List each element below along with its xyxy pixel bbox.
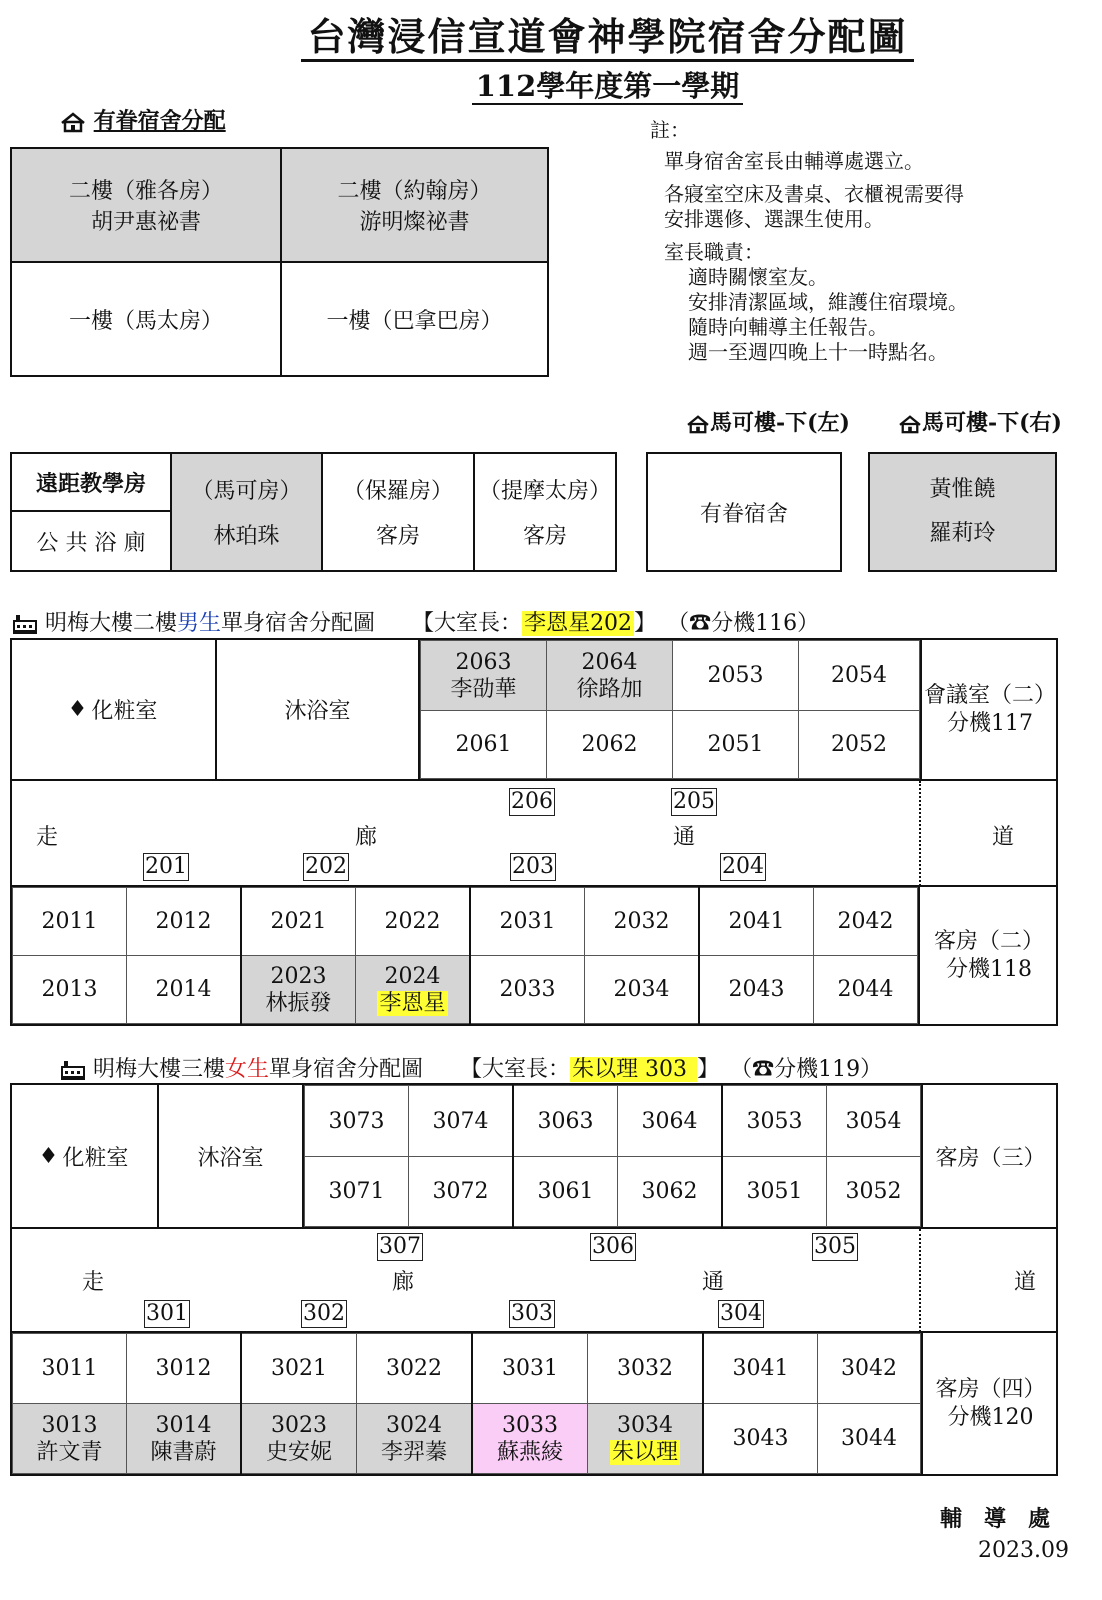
- guest-label: 客房（二）: [933, 928, 1044, 954]
- room-cell: 3061: [513, 1157, 618, 1227]
- page-title: [0, 6, 1102, 61]
- room-cell: 2013: [13, 956, 127, 1024]
- room-number: 2024: [384, 963, 441, 989]
- floor3-top-rooms: [304, 1085, 921, 1227]
- note-line: 各寢室空床及書桌、衣櫃視需要得: [664, 182, 964, 206]
- room-occupant: 徐路加: [576, 676, 643, 702]
- room-cell: 2031: [470, 888, 585, 956]
- room-cell: [241, 1404, 357, 1474]
- room-number: 3034: [617, 1412, 673, 1438]
- room-tag: 302: [303, 1301, 345, 1326]
- room-cell: 2053: [673, 641, 799, 711]
- room-cell: 3053: [722, 1086, 827, 1157]
- meeting-room: [920, 638, 1058, 781]
- room-cell: 2061: [421, 711, 547, 779]
- room-cell: 3073: [305, 1086, 409, 1157]
- floor2-heading: [12, 606, 819, 637]
- room-number: 3023: [271, 1412, 327, 1438]
- room-tag: 202: [305, 854, 347, 879]
- markham-left-text: 馬可樓-下(左): [710, 410, 850, 436]
- room-cell: 3072: [409, 1157, 514, 1227]
- room-cell: [13, 1404, 127, 1474]
- family-cell-label: 一樓（巴拿巴房）: [326, 308, 503, 334]
- floor3-bath-room: 沐浴室: [159, 1083, 304, 1229]
- footer-date: 2023.09: [978, 1538, 1069, 1563]
- room-cell: 3042: [818, 1334, 921, 1404]
- public-bath: 公 共 浴 廁: [11, 511, 171, 571]
- room-occupant: 黃惟饒: [929, 477, 996, 502]
- meeting-ext: 分機117: [947, 710, 1033, 736]
- floor2-makeup-room: [10, 638, 217, 781]
- room-occupant: 李羿蓁: [380, 1439, 447, 1465]
- floor3-heading: [60, 1052, 882, 1083]
- corridor-divider: [919, 1229, 921, 1332]
- room-tag: 304: [720, 1301, 762, 1326]
- family-cell-occupant: 游明燦祕書: [359, 210, 470, 235]
- room-occupant: 林珀珠: [213, 524, 280, 549]
- floor2-bottom-rooms: [12, 887, 918, 1024]
- markham-left-label: [686, 406, 850, 437]
- room-cell: 3011: [13, 1334, 127, 1404]
- room-cell: 2041: [699, 888, 814, 956]
- room-number: 3033: [502, 1412, 558, 1438]
- family-cell-james: [11, 148, 281, 262]
- heading-text: 明梅大樓二樓: [45, 611, 178, 636]
- room-cell: [472, 1404, 588, 1474]
- room-cell: 3041: [703, 1334, 818, 1404]
- heading-text: 單身宿舍分配圖: [269, 1057, 424, 1082]
- duty-line: 隨時向輔導主任報告。: [688, 315, 888, 339]
- guest-room-2: [918, 885, 1058, 1026]
- room-cell: 2062: [547, 711, 673, 779]
- room-cell: 2012: [127, 888, 242, 956]
- corridor-label: 道: [1014, 1270, 1037, 1295]
- room-cell: 3054: [827, 1086, 921, 1157]
- floor3-bottom-rooms: [12, 1333, 921, 1474]
- leader-suffix: 】: [697, 1057, 720, 1082]
- room-cell: 3032: [588, 1334, 704, 1404]
- room-cell: [588, 1404, 704, 1474]
- floor3-makeup-room: [10, 1083, 159, 1229]
- room-tag: 204: [722, 854, 764, 879]
- markham-right-room: [868, 452, 1057, 572]
- room-cell: 3064: [618, 1086, 723, 1157]
- corridor-label: 走: [82, 1270, 105, 1295]
- room-cell: [547, 641, 673, 711]
- floor2-bath-room: 沐浴室: [217, 638, 420, 781]
- room-number: 3013: [41, 1412, 98, 1438]
- floor3-leader: 朱以理 303: [570, 1057, 697, 1082]
- room-tag: 303: [511, 1301, 553, 1326]
- leader-suffix: 】: [634, 611, 657, 636]
- floor2-top-rooms: [420, 640, 920, 779]
- room-name: （保羅房）: [342, 479, 453, 504]
- leader-prefix: 【大室長：: [412, 611, 523, 636]
- room-cell: 3063: [513, 1086, 618, 1157]
- room-cell: 3052: [827, 1157, 921, 1227]
- mark-room: [171, 453, 322, 571]
- room-cell: [421, 641, 547, 711]
- corridor-label: 廊: [392, 1270, 415, 1295]
- duties-label: 室長職責：: [664, 240, 764, 264]
- room-cell: 2032: [585, 888, 700, 956]
- room-occupant: 蘇燕綾: [496, 1439, 563, 1465]
- room-cell: 3012: [127, 1334, 242, 1404]
- room-cell: 3074: [409, 1086, 514, 1157]
- family-cell-occupant: 胡尹惠祕書: [90, 210, 201, 235]
- corridor-label: 廊: [355, 825, 378, 850]
- restroom-icon: ♦: [38, 1143, 59, 1169]
- notes-label: 註：: [650, 118, 690, 142]
- room-cell: [241, 956, 356, 1024]
- corridor-label: 通: [673, 825, 696, 850]
- room-tag: 201: [145, 854, 187, 879]
- gender-text: 女生: [225, 1057, 270, 1082]
- room-cell: 2054: [799, 641, 920, 711]
- room-cell: 3044: [818, 1404, 921, 1474]
- markham-right-label: [898, 406, 1062, 437]
- duty-line: 週一至週四晚上十一時點名。: [688, 340, 948, 364]
- room-cell: 2044: [814, 956, 918, 1024]
- timothy-room: [474, 453, 616, 571]
- room-cell: 3022: [357, 1334, 473, 1404]
- room-cell: 3071: [305, 1157, 409, 1227]
- family-cell-john: [281, 148, 548, 262]
- guest-ext: 分機120: [947, 1404, 1034, 1430]
- family-cell-label: 一樓（馬太房）: [68, 308, 223, 334]
- room-occupant: 李恩星: [379, 990, 446, 1016]
- room-tag: 203: [512, 854, 554, 879]
- corridor-label: 道: [992, 825, 1015, 850]
- room-cell: 2021: [241, 888, 356, 956]
- subtitle-text: 112學年度第一學期: [472, 69, 744, 105]
- house-icon: [686, 414, 710, 434]
- room-cell: 2033: [470, 956, 585, 1024]
- room-tag: 305: [814, 1234, 856, 1259]
- room-cell: [356, 956, 471, 1024]
- family-cell-label: 二樓（約翰房）: [337, 179, 492, 204]
- house-icon: [60, 111, 86, 133]
- restroom-icon: ♦: [67, 697, 88, 722]
- room-cell: 3051: [722, 1157, 827, 1227]
- footer-office: 輔 導 處: [940, 1506, 1051, 1532]
- room-cell: 2043: [699, 956, 814, 1024]
- duty-line: 安排清潔區域，維護住宿環境。: [688, 290, 968, 314]
- room-cell: 2022: [356, 888, 471, 956]
- gender-text: 男生: [177, 611, 222, 636]
- family-heading-text: 有眷宿舍分配: [93, 108, 226, 134]
- room-cell: 3031: [472, 1334, 588, 1404]
- room-tag: 306: [592, 1234, 634, 1259]
- floor2-leader: 李恩星202: [524, 611, 633, 636]
- room-cell: [357, 1404, 473, 1474]
- guest-ext: 分機118: [946, 956, 1032, 982]
- corridor-divider: [919, 781, 921, 886]
- room-occupant: 李劭華: [450, 676, 517, 702]
- heading-text: 明梅大樓三樓: [93, 1057, 226, 1082]
- distance-room: 遠距教學房: [11, 453, 171, 511]
- paul-room: [322, 453, 474, 571]
- room-cell: 3043: [703, 1404, 818, 1474]
- note-line: 單身宿舍室長由輔導處選立。: [664, 149, 924, 173]
- room-occupant: 羅莉玲: [929, 521, 996, 546]
- notes: [650, 118, 968, 365]
- family-cell-label: 二樓（雅各房）: [68, 179, 223, 204]
- guest-room-4: [921, 1331, 1058, 1476]
- room-occupant: 史安妮: [265, 1439, 332, 1465]
- room-cell: 2051: [673, 711, 799, 779]
- markham-left-table: [10, 452, 617, 572]
- duty-line: 適時關懷室友。: [688, 265, 828, 289]
- room-number: 3014: [155, 1412, 212, 1438]
- family-dorm-table: [10, 147, 549, 377]
- room-occupant: 許文青: [36, 1439, 103, 1465]
- page-subtitle: [0, 64, 1102, 105]
- heading-text: 單身宿舍分配圖: [221, 611, 376, 636]
- room-cell: 2034: [585, 956, 700, 1024]
- markham-family-dorm: 有眷宿舍: [646, 452, 842, 572]
- room-tag: 301: [146, 1301, 188, 1326]
- room-occupant: 朱以理: [611, 1439, 678, 1465]
- guest-room-3: 客房（三）: [921, 1083, 1058, 1229]
- family-cell-barnabas: [281, 262, 548, 376]
- title-text: 台灣浸信宣道會神學院宿舍分配圖: [301, 14, 913, 62]
- room-tag: 206: [511, 789, 553, 814]
- corridor-label: 通: [702, 1270, 725, 1295]
- room-tag: 205: [673, 789, 715, 814]
- floor3-ext: （☎分機119）: [730, 1057, 883, 1082]
- room-occupant: 陳書蔚: [150, 1439, 217, 1465]
- room-occupant: 客房: [375, 524, 420, 549]
- makeup-label: 化粧室: [62, 1145, 129, 1171]
- corridor-label: 走: [36, 825, 59, 850]
- room-number: 3024: [386, 1412, 442, 1438]
- room-name: （提摩太房）: [478, 479, 611, 504]
- meeting-label: 會議室（二）: [923, 682, 1056, 708]
- building-icon: [12, 613, 38, 635]
- note-line: 安排選修、選課生使用。: [664, 207, 884, 231]
- family-section-heading: [60, 104, 226, 135]
- floor2-ext: （☎分機116）: [667, 611, 820, 636]
- room-cell: 2011: [13, 888, 127, 956]
- room-cell: 2014: [127, 956, 242, 1024]
- room-occupant: 林振發: [265, 990, 332, 1016]
- room-tag: 307: [379, 1234, 421, 1259]
- guest-label: 客房（四）: [935, 1376, 1046, 1402]
- room-cell: [127, 1404, 242, 1474]
- makeup-label: 化粧室: [91, 699, 158, 724]
- building-icon: [60, 1059, 86, 1081]
- room-cell: 3021: [241, 1334, 357, 1404]
- room-cell: 3062: [618, 1157, 723, 1227]
- room-number: 2023: [270, 963, 327, 989]
- house-icon: [898, 414, 922, 434]
- family-cell-matthew: [11, 262, 281, 376]
- room-cell: 2042: [814, 888, 918, 956]
- markham-right-text: 馬可樓-下(右): [922, 410, 1062, 436]
- room-number: 2063: [455, 649, 512, 675]
- room-number: 2064: [581, 649, 638, 675]
- room-cell: 2052: [799, 711, 920, 779]
- room-name: （馬可房）: [191, 479, 302, 504]
- room-occupant: 客房: [522, 524, 567, 549]
- leader-prefix: 【大室長：: [460, 1057, 571, 1082]
